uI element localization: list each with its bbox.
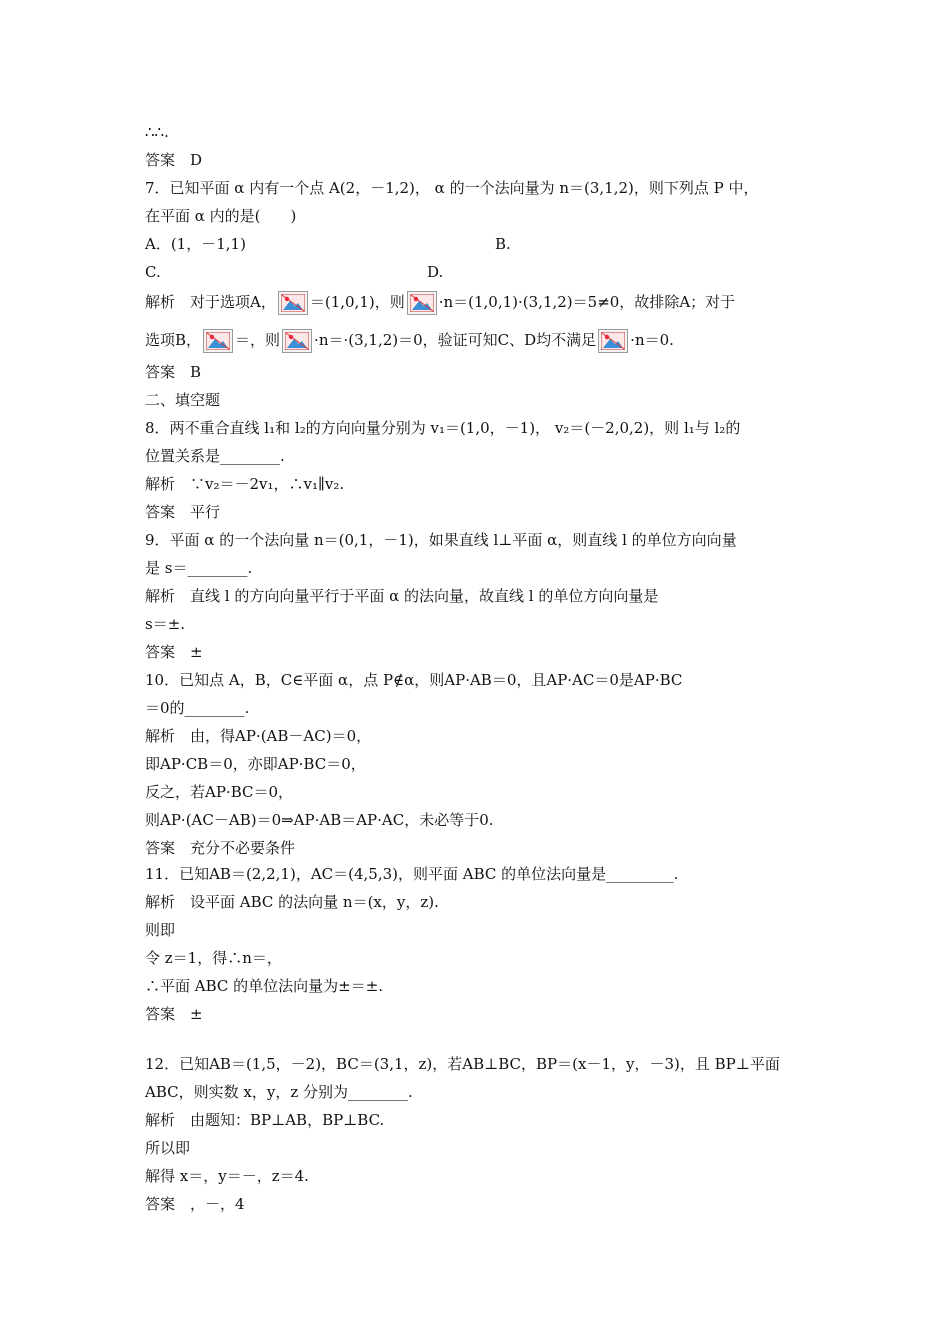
broken-image-icon	[598, 329, 628, 353]
broken-image-icon	[407, 291, 437, 315]
section-heading: 二、填空题	[145, 391, 221, 409]
solution-line: 解析 由，得AP·(AB－AC)＝0，	[145, 727, 372, 745]
answer-line: 答案 ±	[145, 1005, 203, 1023]
answer-line: 答案 平行	[145, 503, 221, 521]
solution-line: 反之，若AP·BC＝0，	[145, 783, 294, 801]
question-12-line: 12．已知AB＝(1,5，－2)，BC＝(3,1，z)，若AB⊥BC，BP＝(x－1，y，－3)，且 BP⊥平面	[145, 1055, 780, 1073]
option-d: D.	[427, 263, 444, 281]
solution-line: 令 z＝1，得∴n＝，	[145, 949, 282, 967]
solution-line: s＝±.	[145, 615, 186, 633]
text-segment: ·n＝0.	[630, 331, 674, 349]
solution-line: 则AP·(AC－AB)＝0⇒AP·AB＝AP·AC，未必等于0.	[145, 811, 494, 829]
option-a: A．(1，－1,1)	[145, 235, 246, 253]
solution-line: 解析 直线 l 的方向向量平行于平面 α 的法向量，故直线 l 的单位方向向量是	[145, 587, 659, 605]
solution-line: 则即	[145, 921, 176, 939]
broken-image-icon	[278, 291, 308, 315]
text-line: ∴∴.	[145, 123, 169, 141]
text-segment: ＝，则	[235, 331, 281, 349]
text-segment: 解析 对于选项A，	[145, 293, 276, 311]
answer-line: 答案 ，－，4	[145, 1195, 245, 1213]
answer-line: 答案 ±	[145, 643, 203, 661]
answer-line: 答案 充分不必要条件	[145, 839, 296, 857]
question-11-line: 11．已知AB＝(2,2,1)，AC＝(4,5,3)，则平面 ABC 的单位法向量是_________.	[145, 865, 679, 883]
solution-line: 所以即	[145, 1139, 191, 1157]
solution-line: 解析 设平面 ABC 的法向量 n＝(x，y，z).	[145, 893, 439, 911]
option-c: C.	[145, 263, 161, 281]
answer-line: 答案 D	[145, 151, 203, 169]
question-10-line-2: ＝0的________.	[145, 699, 250, 717]
question-9-line: 9．平面 α 的一个法向量 n＝(0,1，－1)，如果直线 l⊥平面 α，则直线 l 的单位方向向量	[145, 531, 737, 549]
broken-image-icon	[282, 329, 312, 353]
broken-image-icon	[203, 329, 233, 353]
solution-line-1	[145, 291, 735, 315]
solution-line: 解析 ∵v₂＝－2v₁，∴v₁∥v₂.	[145, 475, 345, 493]
solution-line: 即AP·CB＝0，亦即AP·BC＝0，	[145, 755, 366, 773]
text-segment: 选项B，	[145, 331, 202, 349]
solution-line-2	[145, 329, 674, 353]
question-9-line-2: 是 s＝________.	[145, 559, 253, 577]
question-7-line: 7．已知平面 α 内有一个点 A(2，－1,2)， α 的一个法向量为 n＝(3,1,2)，则下列点 P 中，	[145, 179, 759, 197]
text-segment: ·n＝(1,0,1)·(3,1,2)＝5≠0，故排除A；对于	[438, 293, 736, 311]
question-12-line-2: ABC，则实数 x，y，z 分别为________.	[145, 1083, 413, 1101]
option-b: B.	[495, 235, 511, 253]
question-10-line: 10．已知点 A，B，C∈平面 α，点 P∉α，则AP·AB＝0，且AP·AC＝0是AP·BC	[145, 671, 683, 689]
question-8-line: 8．两不重合直线 l₁和 l₂的方向向量分别为 v₁＝(1,0，－1)， v₂＝(－2,0,2)，则 l₁与 l₂的	[145, 419, 741, 437]
solution-line: 解得 x＝，y＝－，z＝4.	[145, 1167, 309, 1185]
text-segment: ＝(1,0,1)，则	[309, 293, 405, 311]
text-segment: ·n＝·(3,1,2)＝0，验证可知C、D均不满足	[314, 331, 597, 349]
answer-line: 答案 B	[145, 363, 202, 381]
question-8-line-2: 位置关系是________.	[145, 447, 285, 465]
solution-line: ∴平面 ABC 的单位法向量为±＝±.	[145, 977, 384, 995]
solution-line: 解析 由题知：BP⊥AB，BP⊥BC.	[145, 1111, 385, 1129]
question-7-line-2: 在平面 α 内的是( )	[145, 207, 297, 225]
